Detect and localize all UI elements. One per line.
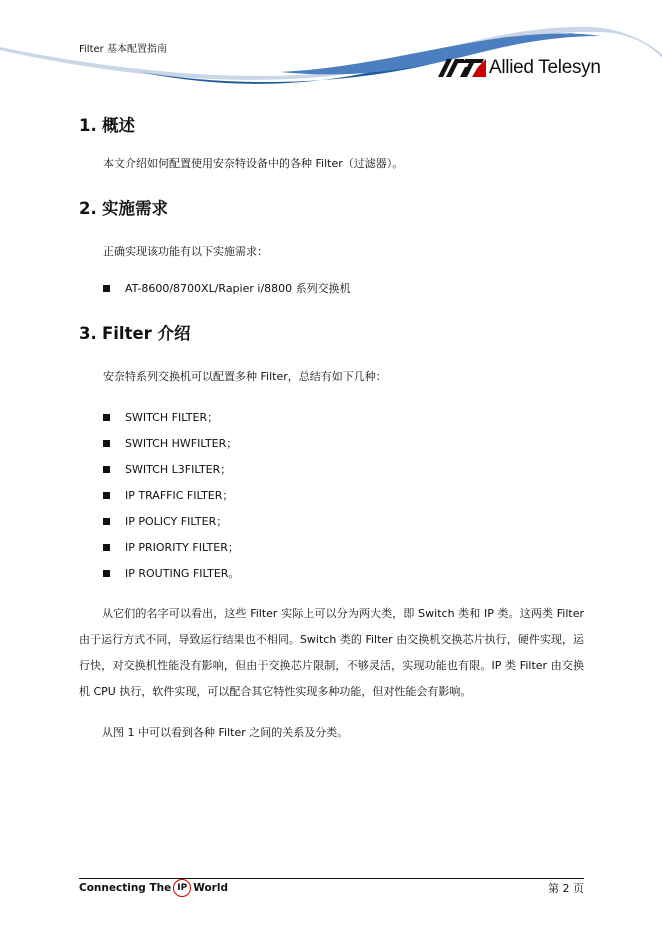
intro-text: 本文介绍如何配置使用安奈特设备中的各种 Filter（过滤器）。 — [103, 157, 404, 170]
header-doc-title: Filter 基本配置指南 — [79, 44, 167, 55]
filter-type-item: IP POLICY FILTER； — [103, 513, 227, 529]
section-1-heading: 1. 概述 — [79, 116, 135, 135]
section-2-heading: 2. 实施需求 — [79, 199, 168, 218]
filter-type-item: SWITCH L3FILTER； — [103, 461, 231, 477]
bullet-square-icon — [103, 492, 110, 499]
bullet-square-icon — [103, 518, 110, 525]
logo-text: Allied Telesyn — [489, 57, 601, 78]
allied-telesyn-logo — [438, 57, 601, 79]
filter-type-item: SWITCH HWFILTER； — [103, 435, 237, 451]
requirements-lead: 正确实现该功能有以下实施需求： — [103, 245, 268, 258]
at-logo-icon — [438, 59, 486, 77]
requirement-item: AT-8600/8700XL/Rapier i/8800 系列交换机 — [103, 280, 351, 296]
filter-type-item: IP ROUTING FILTER。 — [103, 565, 239, 581]
filter-categories-paragraph: 从它们的名字可以看出，这些 Filter 实际上可以分为两大类，即 Switch 类和 IP 类。这两类 Filter 由于运行方式不同，导致运行结果也不相同。Switch 类的 Filter 由交换机交换芯片执行，硬件实现，运行快，对交换机性能没有影响，但由于交换芯片限制，不够灵活，实现功能也有限。IP 类 Filter 由交换机 CPU 执行，软件实现，可以配合其它特性实现多种功能，但对性能会有影响。 — [79, 607, 584, 698]
filter-type-item: SWITCH FILTER； — [103, 409, 218, 425]
filter-type-item: IP PRIORITY FILTER； — [103, 539, 239, 555]
filters-lead: 安奈特系列交换机可以配置多种 Filter，总结有如下几种： — [103, 370, 387, 383]
ip-circle-icon: IP — [173, 879, 191, 897]
bullet-square-icon — [103, 285, 110, 292]
bullet-square-icon — [103, 466, 110, 473]
page-number: 第 2 页 — [548, 882, 584, 895]
bullet-square-icon — [103, 440, 110, 447]
bullet-square-icon — [103, 414, 110, 421]
section-3-heading: 3. Filter 介绍 — [79, 324, 191, 343]
bullet-square-icon — [103, 544, 110, 551]
bullet-square-icon — [103, 570, 110, 577]
filter-type-item: IP TRAFFIC FILTER； — [103, 487, 233, 503]
footer-slogan: Connecting The IP World — [79, 879, 228, 897]
figure-reference-paragraph: 从图 1 中可以看到各种 Filter 之间的关系及分类。 — [102, 726, 349, 739]
